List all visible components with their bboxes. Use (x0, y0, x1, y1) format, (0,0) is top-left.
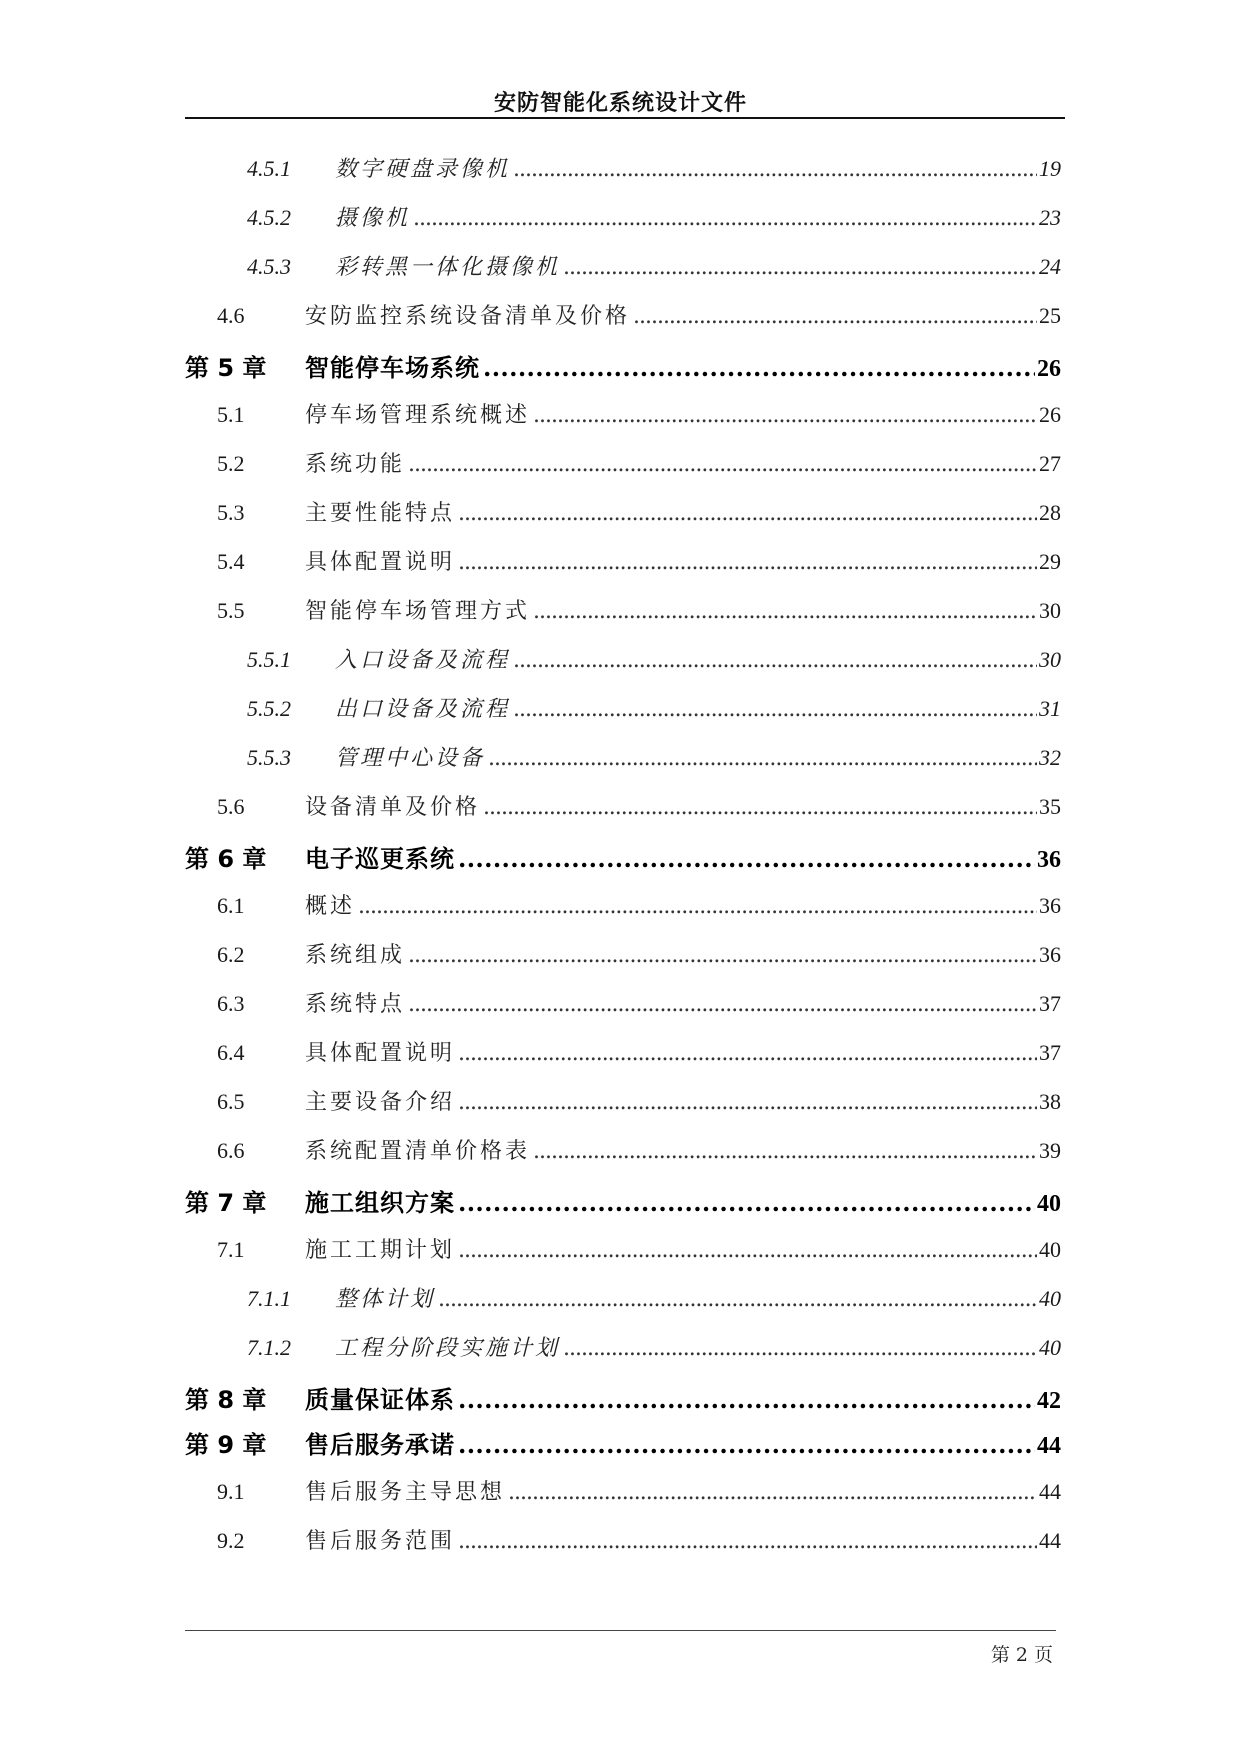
toc-entry-number: 7.1.2 (247, 1335, 291, 1360)
dot-leader (533, 1139, 1037, 1164)
dot-leader (413, 206, 1037, 231)
dot-leader (488, 746, 1037, 771)
toc-entry-number: 7.1 (217, 1237, 245, 1262)
toc-chapter-page: 36 (1037, 847, 1061, 873)
toc-entry-page: 26 (1039, 402, 1061, 427)
toc-entry-number: 5.6 (217, 794, 245, 819)
dot-leader (358, 894, 1037, 919)
toc-entry[interactable] (185, 1331, 1061, 1380)
dot-leader (483, 353, 1035, 382)
toc-entry[interactable] (185, 889, 1061, 938)
toc-entry-page: 37 (1039, 1040, 1061, 1065)
toc-entry-number: 5.5.1 (247, 647, 291, 672)
toc-entry-title: 具体配置说明 (305, 1041, 456, 1066)
toc-entry-number: 6.1 (217, 893, 245, 918)
dot-leader (408, 992, 1037, 1017)
toc-chapter-entry[interactable] (185, 1183, 1061, 1233)
toc-entry-number: 9.2 (217, 1528, 245, 1553)
toc-entry[interactable] (185, 1282, 1061, 1331)
toc-entry[interactable] (185, 594, 1061, 643)
toc-entry-title: 施工工期计划 (305, 1238, 456, 1263)
toc-entry[interactable] (185, 152, 1061, 201)
toc-entry-number: 6.3 (217, 991, 245, 1016)
toc-chapter-page: 42 (1037, 1388, 1061, 1414)
toc-entry-number: 4.5.1 (247, 156, 291, 181)
toc-entry-page: 24 (1039, 254, 1061, 279)
toc-entry-page: 40 (1039, 1335, 1061, 1360)
dot-leader (458, 1041, 1037, 1066)
toc-entry-page: 29 (1039, 549, 1061, 574)
toc-entry-number: 9.1 (217, 1479, 245, 1504)
toc-entry-title: 停车场管理系统概述 (305, 403, 531, 428)
table-of-contents (185, 152, 1061, 1573)
toc-entry-number: 5.5 (217, 598, 245, 623)
toc-chapter-title: 智能停车场系统 (305, 354, 480, 382)
toc-chapter-page: 44 (1037, 1433, 1061, 1459)
toc-entry[interactable] (185, 1524, 1061, 1573)
toc-entry-title: 智能停车场管理方式 (305, 599, 531, 624)
dot-leader (458, 501, 1037, 526)
dot-leader (513, 157, 1037, 182)
toc-entry-number: 4.5.2 (247, 205, 291, 230)
dot-leader (533, 403, 1037, 428)
toc-entry-page: 40 (1039, 1286, 1061, 1311)
toc-entry[interactable] (185, 447, 1061, 496)
dot-leader (533, 599, 1037, 624)
toc-entry-page: 36 (1039, 942, 1061, 967)
toc-entry-title: 入口设备及流程 (335, 648, 511, 673)
dot-leader (483, 795, 1037, 820)
toc-entry-page: 31 (1039, 696, 1061, 721)
toc-entry[interactable] (185, 496, 1061, 545)
toc-entry-page: 30 (1039, 598, 1061, 623)
dot-leader (408, 943, 1037, 968)
toc-entry-page: 36 (1039, 893, 1061, 918)
toc-chapter-entry[interactable] (185, 348, 1061, 398)
toc-entry-page: 35 (1039, 794, 1061, 819)
toc-entry-page: 37 (1039, 991, 1061, 1016)
toc-chapter-page: 26 (1037, 356, 1061, 382)
toc-chapter-number: 第 9 章 (185, 1431, 267, 1459)
dot-leader (458, 844, 1035, 873)
toc-entry-number: 4.6 (217, 303, 245, 328)
toc-entry[interactable] (185, 398, 1061, 447)
toc-entry-title: 数字硬盘录像机 (335, 157, 511, 182)
toc-chapter-number: 第 8 章 (185, 1386, 267, 1414)
toc-entry-title: 主要设备介绍 (305, 1090, 456, 1115)
toc-entry[interactable] (185, 741, 1061, 790)
toc-entry-title: 概述 (305, 894, 356, 919)
toc-entry-number: 6.5 (217, 1089, 245, 1114)
toc-entry-number: 5.5.2 (247, 696, 291, 721)
toc-entry-page: 44 (1039, 1479, 1061, 1504)
toc-chapter-title: 电子巡更系统 (305, 845, 455, 873)
dot-leader (458, 1188, 1035, 1217)
toc-entry[interactable] (185, 643, 1061, 692)
dot-leader (458, 1238, 1037, 1263)
page-number: 第 2 页 (990, 1644, 1053, 1666)
toc-entry-title: 售后服务范围 (305, 1529, 456, 1554)
toc-chapter-entry[interactable] (185, 1425, 1061, 1475)
toc-entry-title: 设备清单及价格 (305, 795, 481, 820)
toc-entry-number: 5.4 (217, 549, 245, 574)
toc-entry[interactable] (185, 545, 1061, 594)
toc-entry-number: 6.6 (217, 1138, 245, 1163)
toc-entry[interactable] (185, 790, 1061, 839)
toc-entry[interactable] (185, 250, 1061, 299)
toc-entry-number: 5.1 (217, 402, 245, 427)
toc-entry[interactable] (185, 1233, 1061, 1282)
toc-entry[interactable] (185, 938, 1061, 987)
toc-entry-title: 安防监控系统设备清单及价格 (305, 304, 631, 329)
dot-leader (458, 550, 1037, 575)
toc-entry-number: 4.5.3 (247, 254, 291, 279)
dot-leader (458, 1430, 1035, 1459)
dot-leader (458, 1090, 1037, 1115)
toc-entry[interactable] (185, 987, 1061, 1036)
toc-entry-page: 23 (1039, 205, 1061, 230)
toc-entry[interactable] (185, 1475, 1061, 1524)
toc-chapter-title: 售后服务承诺 (305, 1431, 455, 1459)
toc-entry[interactable] (185, 1134, 1061, 1183)
toc-entry-number: 5.2 (217, 451, 245, 476)
toc-entry-title: 管理中心设备 (335, 746, 486, 771)
footer-divider (185, 1630, 1056, 1631)
toc-entry-title: 售后服务主导思想 (305, 1480, 506, 1505)
toc-chapter-number: 第 5 章 (185, 354, 267, 382)
toc-entry-title: 工程分阶段实施计划 (335, 1336, 561, 1361)
dot-leader (513, 648, 1037, 673)
toc-entry-page: 30 (1039, 647, 1061, 672)
dot-leader (563, 255, 1037, 280)
toc-entry-page: 39 (1039, 1138, 1061, 1163)
toc-entry-page: 38 (1039, 1089, 1061, 1114)
toc-entry-title: 系统特点 (305, 992, 406, 1017)
toc-entry-number: 5.3 (217, 500, 245, 525)
document-header-title: 安防智能化系统设计文件 (493, 91, 747, 116)
toc-entry-title: 主要性能特点 (305, 501, 456, 526)
dot-leader (438, 1287, 1037, 1312)
toc-chapter-number: 第 7 章 (185, 1189, 267, 1217)
toc-entry-title: 整体计划 (335, 1287, 436, 1312)
dot-leader (508, 1480, 1037, 1505)
toc-entry-number: 7.1.1 (247, 1286, 291, 1311)
toc-entry-number: 6.4 (217, 1040, 245, 1065)
header-divider (185, 117, 1065, 119)
toc-entry[interactable] (185, 692, 1061, 741)
toc-entry[interactable] (185, 201, 1061, 250)
toc-entry-title: 具体配置说明 (305, 550, 456, 575)
toc-entry[interactable] (185, 1036, 1061, 1085)
dot-leader (408, 452, 1037, 477)
toc-chapter-page: 40 (1037, 1191, 1061, 1217)
toc-chapter-title: 质量保证体系 (305, 1386, 455, 1414)
toc-entry[interactable] (185, 299, 1061, 348)
toc-entry-page: 44 (1039, 1528, 1061, 1553)
toc-entry-title: 出口设备及流程 (335, 697, 511, 722)
toc-entry-number: 6.2 (217, 942, 245, 967)
toc-chapter-number: 第 6 章 (185, 845, 267, 873)
dot-leader (563, 1336, 1037, 1361)
toc-entry-title: 系统功能 (305, 452, 406, 477)
dot-leader (513, 697, 1037, 722)
toc-entry-page: 40 (1039, 1237, 1061, 1262)
toc-chapter-entry[interactable] (185, 839, 1061, 889)
toc-entry-title: 系统配置清单价格表 (305, 1139, 531, 1164)
toc-entry[interactable] (185, 1085, 1061, 1134)
toc-entry-number: 5.5.3 (247, 745, 291, 770)
toc-entry-title: 彩转黑一体化摄像机 (335, 255, 561, 280)
toc-entry-page: 32 (1039, 745, 1061, 770)
toc-entry-page: 19 (1039, 156, 1061, 181)
toc-entry-title: 摄像机 (335, 206, 411, 231)
toc-entry-page: 27 (1039, 451, 1061, 476)
dot-leader (458, 1385, 1035, 1414)
dot-leader (633, 304, 1037, 329)
toc-chapter-title: 施工组织方案 (305, 1189, 455, 1217)
toc-entry-title: 系统组成 (305, 943, 406, 968)
toc-chapter-entry[interactable] (185, 1380, 1061, 1425)
toc-entry-page: 25 (1039, 303, 1061, 328)
toc-entry-page: 28 (1039, 500, 1061, 525)
dot-leader (458, 1529, 1037, 1554)
